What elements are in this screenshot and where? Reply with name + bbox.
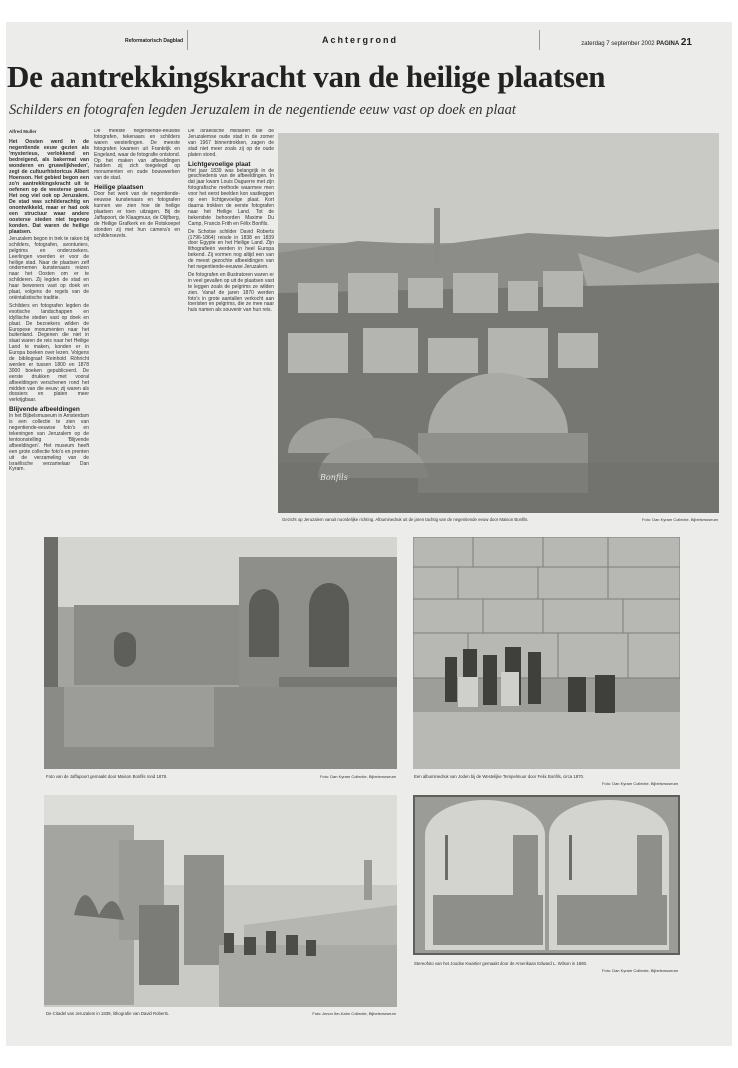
photo-caption: Foto van de Jaffapoort gemaakt door Maison Bonfils rond 1878.	[46, 774, 168, 779]
photo-citadel-lithograph	[44, 795, 397, 1007]
text-column-2	[94, 129, 180, 531]
article-intro: Het Oosten werd in de negentiende eeuw gezien als 'mysterieus, verlokkend en bedreigend, als bakermat van wonderen en gruwelijkheden', zegt de cultuurhistoricus Albert Hoenson. Het gebied begon een zo'n aantrekkingskracht uit te oefenen op de westerse geest. Het oog viel ook op Jeruzalem. De stad was schilderachtig en onontwikkeld, maar er had ook een structuur waar andere oosterse steden niet tegenop konden. Dat waren de heilige plaatsen.	[9, 138, 89, 235]
photo-caption: De Citadel van Jeruzalem in 1839, lithografie van David Roberts.	[46, 1011, 170, 1016]
body-paragraph: In het Bijbelsmuseum in Amsterdam is een collectie te zien van negentiende-eeuwse foto's en tekeningen van Jeruzalem op de tentoonstelling 'Blijvende afbeeldingen'. Het museum heeft een grote collectie foto's en prenten uit de verzameling van de Israëlische verzamelaar Dan Kyram.	[9, 413, 89, 473]
issue-date: zaterdag 7 september 2002 PAGINA 21	[581, 37, 692, 48]
body-paragraph: De Schotse schilder David Roberts (1796-1864) reisde in 1838 en 1839 door Egypte en het Heilige Land. Zijn lithografieën werden in heel Europa bekend. Zij vormen nog altijd een van de meest gezochte afbeeldingen van het negentiende-eeuwse Jeruzalem.	[188, 228, 274, 271]
header-divider	[539, 30, 540, 50]
photo-caption: Stereofoto van het Joodse Kwartier gemaakt door de Amerikaan Edward L. Wilson in 1880.	[414, 961, 588, 966]
section-name: Achtergrond	[322, 35, 398, 45]
photo-caption: Gezicht op Jeruzalem vanuit noordelijke richting. Albuminedruk uit de jaren tachtig van de negentiende eeuw door Maison Bonfils.	[282, 517, 529, 522]
subheading: Lichtgevoelige plaat	[188, 160, 251, 168]
text-column-1	[9, 129, 89, 531]
body-paragraph: De fotografen en illustratoren waren er in veel gevallen op uit de plaatsen vast te leggen zoals de pelgrims ze wilden zien. Vanaf de jaren 1870 werden foto's in grote aantallen verkocht aan toeristen en pelgrims, die ze mee naar huis namen als souvenir van hun reis.	[188, 271, 274, 314]
photo-inscription: Bonfils	[320, 473, 348, 482]
page-number: 21	[680, 37, 692, 48]
article-subtitle: Schilders en fotografen legden Jeruzalem in de negentiende eeuw vast op doek en plaat	[9, 102, 516, 118]
photo-jerusalem-panorama	[278, 133, 719, 513]
body-paragraph: Door het werk van de negentiende-eeuwse kunstenaars en fotografen kunnen we zien hoe de heilige plaatsen er toen uitzagen. Bij de Jaffapoort, de Klaagmuur, de Olijfberg, de Heilige Grafkerk en de Rotskoepel stonden zij met hun camera's en schildersezels.	[94, 191, 180, 239]
photo-caption: Een albuminedruk van Joden bij de Westelijke Tempelmuur door Felix Bonfils, circa 1870.	[414, 774, 585, 779]
photo-credit: Foto: Amon Ibn-Kahn Collectie, Bijbelsmuseum	[312, 1011, 396, 1016]
text-column-3	[188, 129, 274, 531]
photo-western-wall	[413, 537, 680, 769]
body-paragraph: Jeruzalem begon in trek te raken bij schilders, fotografen, avonturiers, pelgrims en onderzoekers. Leerlingen voerden er voor de heilige stad. Naar de plaatsen zelf ondernemen kunstenaars reizen naar het Oosten om er te schilderen. Zij legden de stad en haar bewoners vast op doek en plaat, volgens de regels van de oriëntalistische traditie.	[9, 235, 89, 301]
photo-jaffa-gate	[44, 537, 397, 769]
subheading: Blijvende afbeeldingen	[9, 406, 80, 414]
photo-credit: Foto: Dan Kyram Collectie, Bijbelsmuseum	[641, 517, 718, 522]
photo-credit: Foto: Dan Kyram Collectie, Bijbelsmuseum	[601, 781, 678, 786]
body-paragraph: De Israëlische militairen die de Jeruzalemse oude stad in de zomer van 1967 binnentrokken, zagen de stad niet meer zoals zij op de oude platen stond.	[188, 129, 274, 158]
photo-credit: Foto: Dan Kyram Collectie, Bijbelsmuseum	[601, 968, 678, 973]
page-header	[40, 30, 692, 52]
body-paragraph: Schilders en fotografen legden de exotische landschappen en idyllische steden vast op doek en plaat. De bezoekers wilden de Europese monumenten naar het buitenland. Degenen die niet in staat waren de reis naar het Heilige Land te maken, konden er in Europa boeken over lezen. Volgens de bibliograaf Reinhold Röhricht werden er tussen 1800 en 1878 3000 boeken gepubliceerd. De eerste drukken met vooral afbeeldingen verschenen rond het midden van die eeuw; zij waren als dossiers en platen meer verkrijgbaar.	[9, 302, 89, 404]
author-byline: Alfred Muller	[9, 129, 37, 134]
body-paragraph: De meeste negentiende-eeuwse fotografen, tekenaars en schilders waren westerlingen. De meeste fotografen kwamen uit Frankrijk en Engeland, waar de fotografie ontstond. Op het maken van afbeeldingen hadden zij zich toegelegd op monumenten en oude bouwwerken van de stad.	[94, 129, 180, 182]
publication-name: Reformatorisch Dagblad	[125, 38, 184, 44]
header-divider	[187, 30, 188, 50]
photo-stereo-card	[413, 795, 680, 955]
subheading: Heilige plaatsen	[94, 184, 144, 192]
body-paragraph: Het jaar 1839 was belangrijk in de geschiedenis van de afbeeldingen. In dat jaar kwam Louis Daguerre met zijn fotografische methode waarmee men voor het eerst beelden kon vastleggen op een lichtgevoelige plaat. Kort daarna trokken de eerste fotografen naar het Heilige Land. Tot de bekendste behoorden Maxime Du Camp, Francis Frith en Félix Bonfils.	[188, 167, 274, 227]
photo-credit: Foto: Dan Kyram Collectie, Bijbelsmuseum	[319, 774, 396, 779]
article-title: De aantrekkingskracht van de heilige plaatsen	[7, 59, 606, 94]
